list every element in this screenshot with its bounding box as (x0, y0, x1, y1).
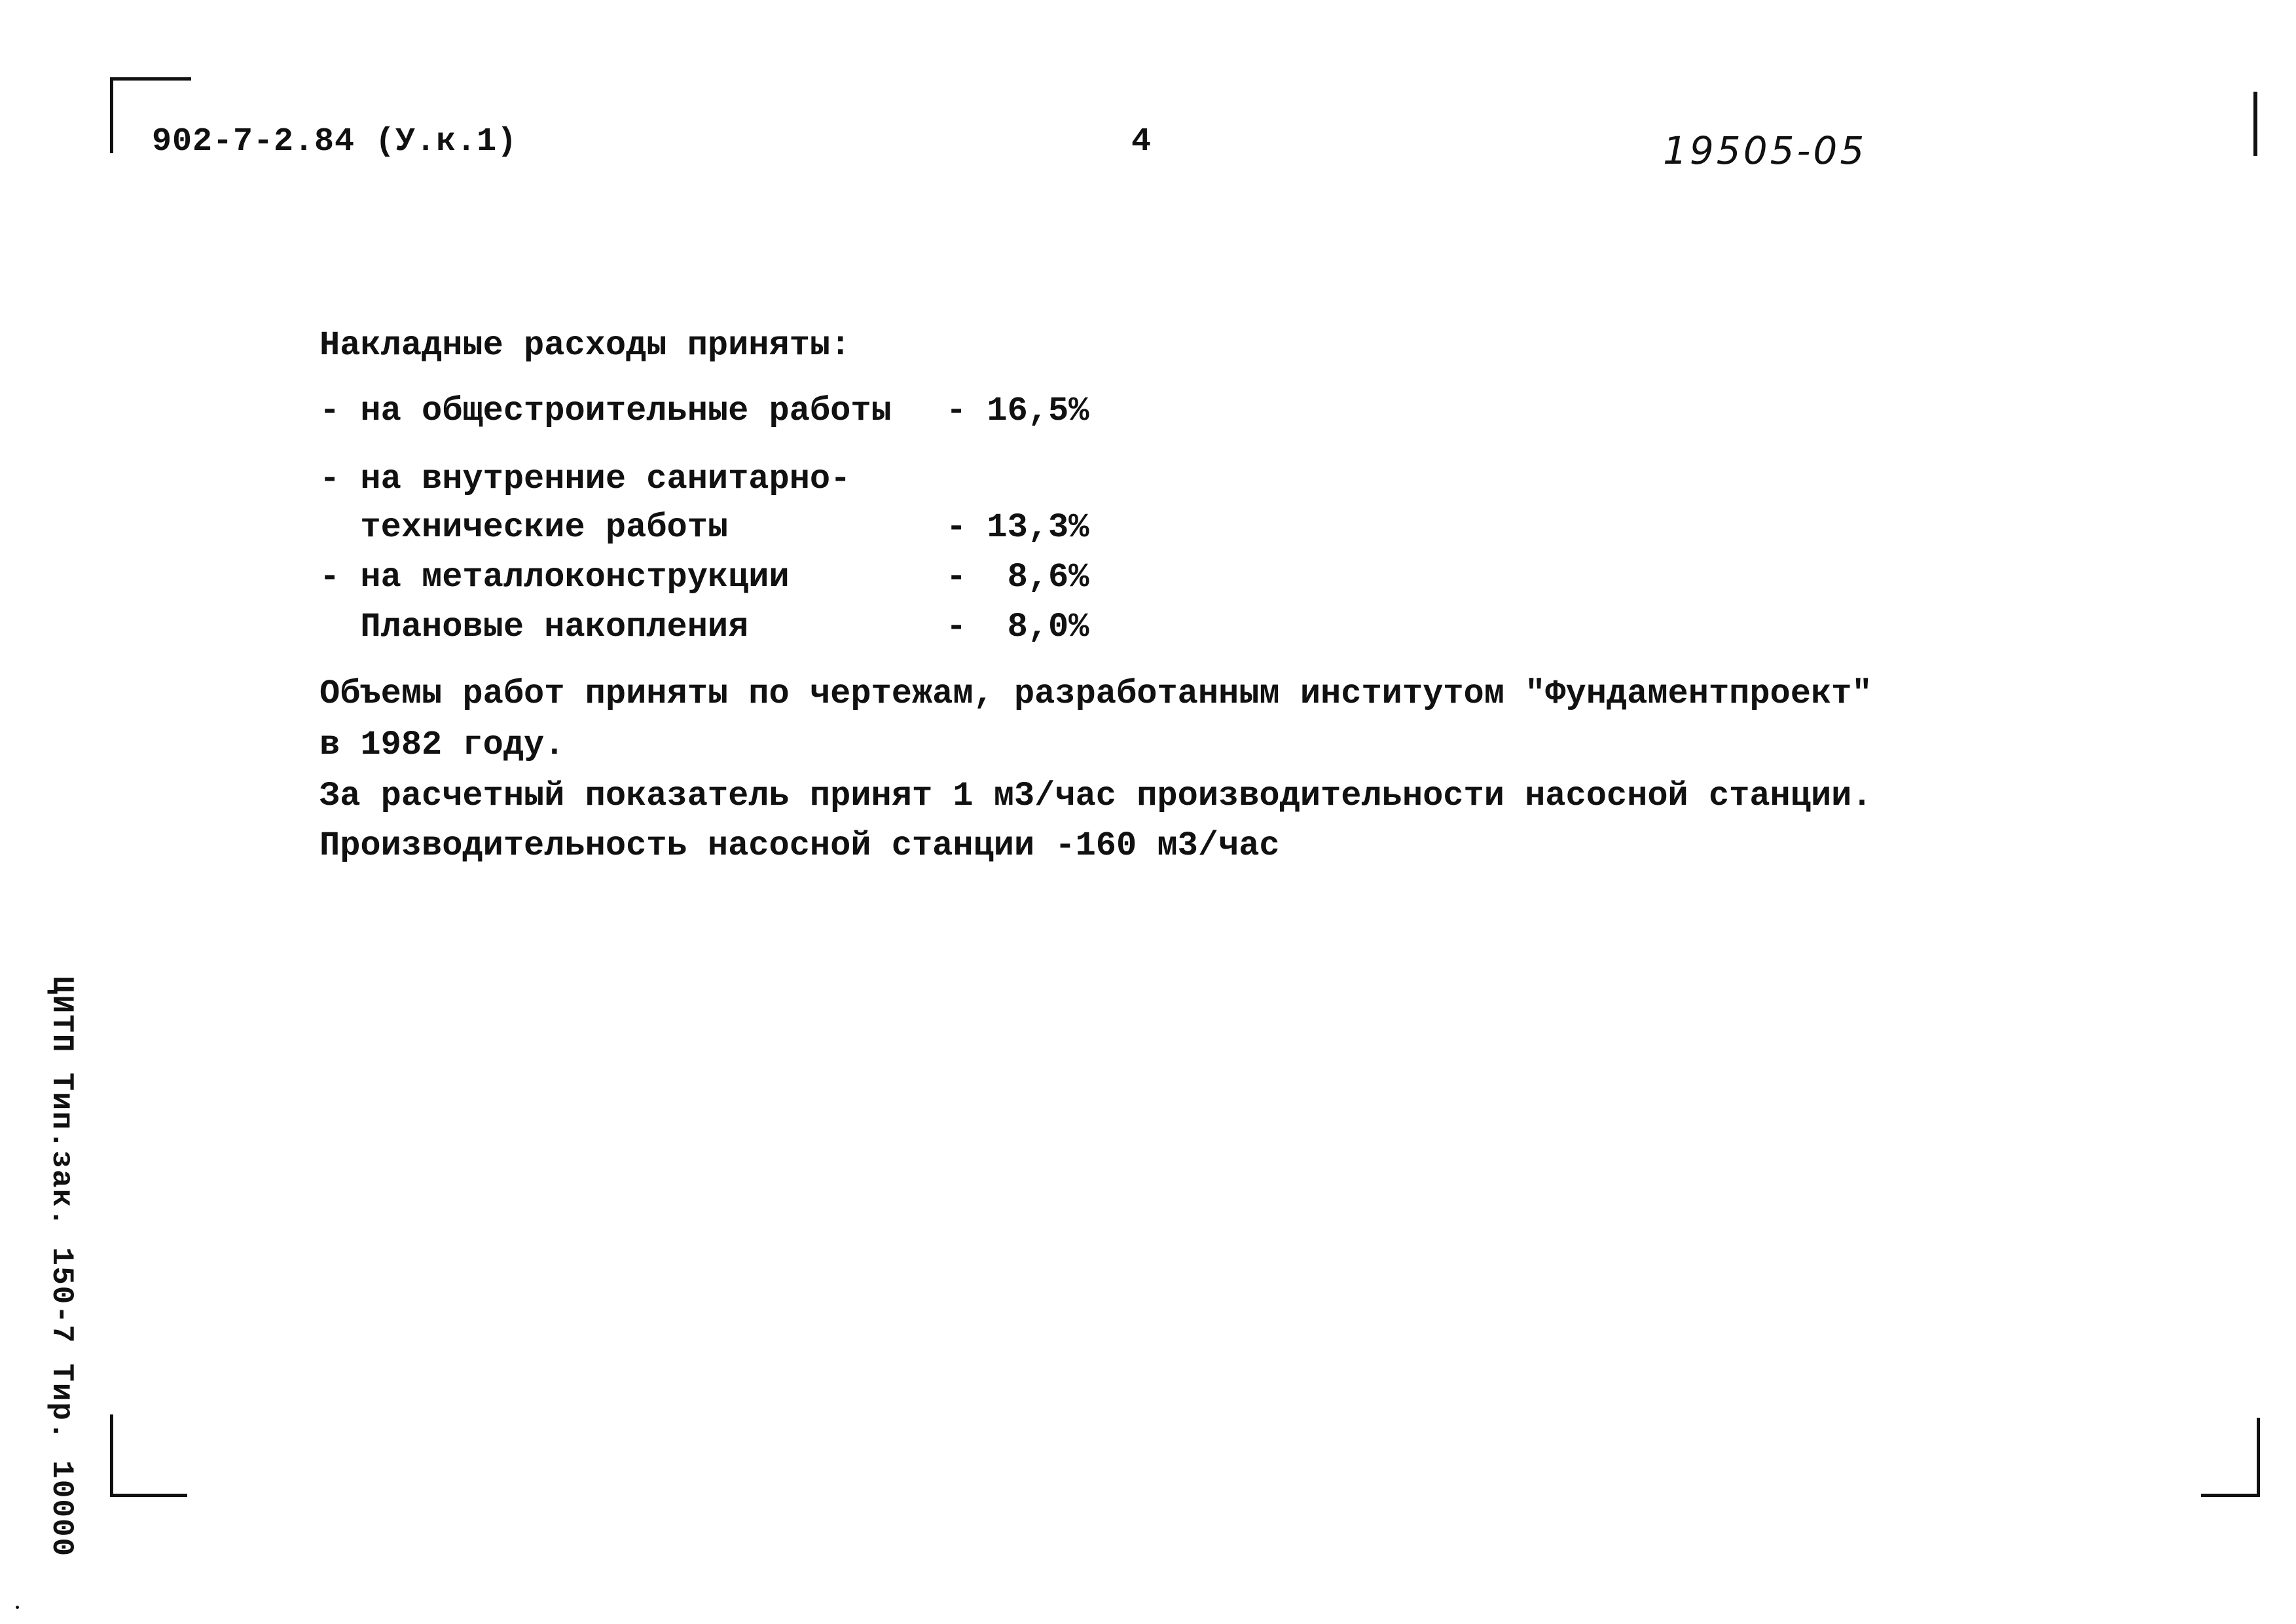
corner-mark-top-left-horizontal (110, 77, 191, 81)
overhead-item-label: - на металлоконструкции (319, 558, 790, 597)
overhead-item-label: технические работы (319, 508, 729, 547)
overheads-title: Накладные расходы приняты: (319, 326, 851, 365)
corner-mark-top-left-vertical (110, 77, 113, 153)
scan-speck (16, 1606, 19, 1609)
corner-mark-bottom-left-vertical (110, 1414, 113, 1497)
overhead-item-value: - 13,3% (946, 508, 1089, 547)
overhead-item-value: - 8,6% (946, 558, 1089, 597)
overhead-item-label: - на общестроительные работы (319, 392, 892, 430)
overhead-item-label: Плановые накопления (319, 608, 749, 646)
sheet-code: 19505-05 (1663, 128, 1867, 173)
overhead-item-label: - на внутренние санитарно- (319, 460, 851, 498)
corner-mark-bottom-right-horizontal (2201, 1494, 2260, 1497)
corner-mark-top-right (2253, 92, 2257, 156)
corner-mark-bottom-right-vertical (2257, 1418, 2260, 1496)
paragraph-line: За расчетный показатель принят 1 м3/час производительности насосной станции. (319, 777, 1872, 815)
paragraph-line: в 1982 году. (319, 726, 565, 764)
margin-print-stamp: ЦИТП Тип.зак. 150-7 Тир. 10000 (45, 976, 79, 1558)
overhead-item-value: - 8,0% (946, 608, 1089, 646)
paragraph-line: Объемы работ приняты по чертежам, разработанным институтом "Фундаментпроект" (319, 674, 1872, 713)
paragraph-line: Производительность насосной станции -160 м3/час (319, 826, 1280, 865)
corner-mark-bottom-left-horizontal (110, 1494, 187, 1497)
overhead-item-value: - 16,5% (946, 392, 1089, 430)
page-number: 4 (1131, 123, 1152, 160)
document-code: 902-7-2.84 (У.к.1) (152, 123, 518, 160)
